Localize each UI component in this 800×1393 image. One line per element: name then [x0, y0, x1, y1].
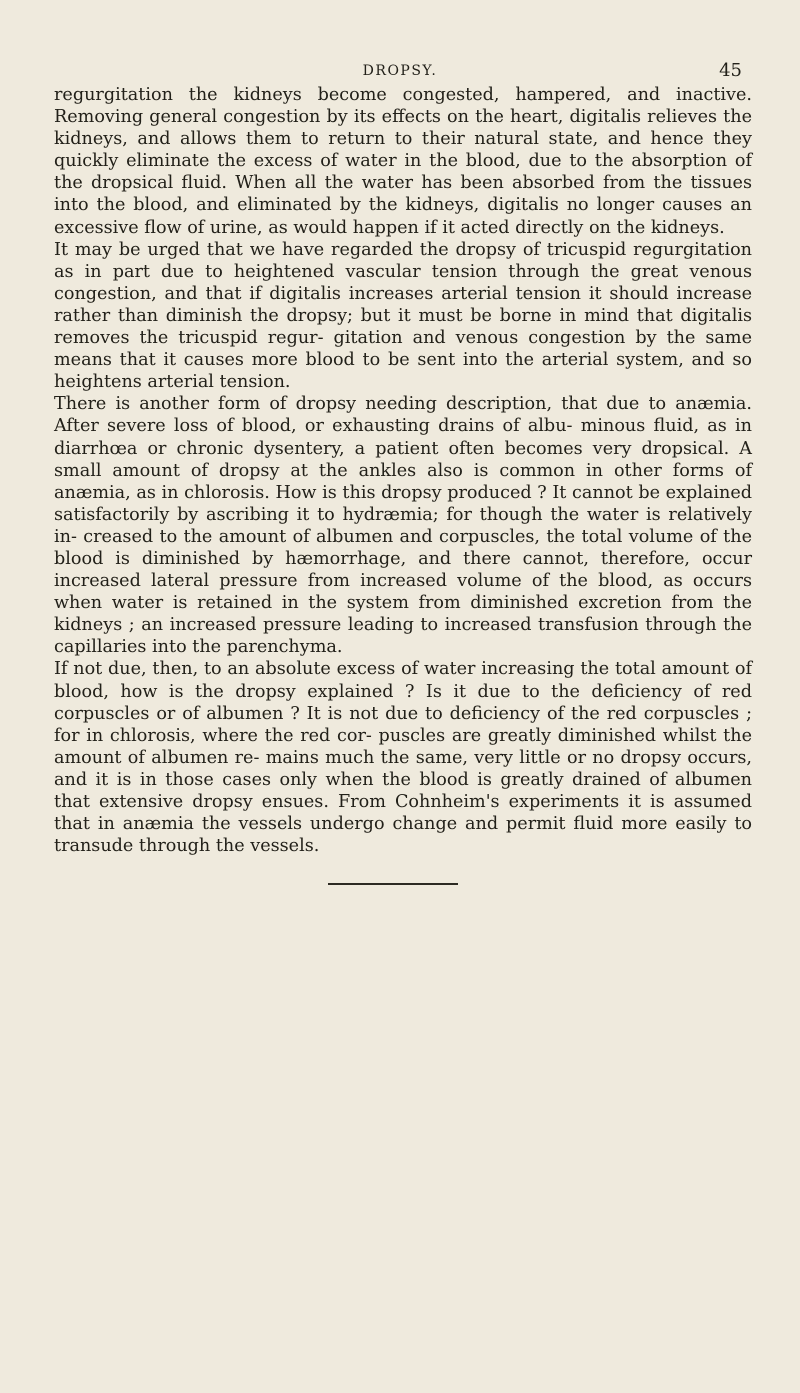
page-number: 45 [719, 60, 742, 81]
paragraph-1: regurgitation the kidneys become congested, hampered, and inactive. Removing general congestion by its effects on the heart, digitalis relieves the kidneys, and allows them to return to their natural state, and hence they quickly eliminate the excess of water in the blood, due to the absorption of the dropsical fluid. When all the water has been absorbed from the tissues into the blood, and eliminated by the kidneys, digitalis no longer causes an excessive flow of urine, as would happen if it acted directly on the kidneys. [54, 85, 752, 238]
section-end-rule [328, 883, 458, 885]
paragraph-4: If not due, then, to an absolute excess of water increasing the total amount of blood, how is the dropsy explained ? Is it due to the deficiency of red corpuscles or of albumen ? It is not due to deficiency of the red corpuscles ; for in chlorosis, where the red cor- puscles are greatly diminished whilst the amount of albumen re- mains much the same, very little or no dropsy occurs, and it is in those cases only when the blood is greatly drained of albumen that extensive dropsy ensues. From Cohnheim's experiments it is assumed that in anæmia the vessels undergo change and permit fluid more easily to transude through the vessels. [54, 659, 752, 857]
paragraph-3: There is another form of dropsy needing description, that due to anæmia. After severe loss of blood, or exhausting drains of albu- minous fluid, as in diarrhœa or chronic dysentery, a patient often becomes very dropsical. A small amount of dropsy at the ankles also is common in other forms of anæmia, as in chlorosis. How is this dropsy produced ? It cannot be explained satisfactorily by ascribing it to hydræmia; for though the water is relatively in- creased to the amount of albumen and corpuscles, the total volume of the blood is diminished by hæmorrhage, and there cannot, therefore, occur increased lateral pressure from increased volume of the blood, as occurs when water is retained in the system from diminished excretion from the kidneys ; an increased pressure leading to increased transfusion through the capillaries into the parenchyma. [54, 394, 752, 658]
running-title: DROPSY. [362, 63, 438, 79]
paragraph-2: It may be urged that we have regarded the dropsy of tricuspid regurgitation as in part due to heightened vascular tension through the great venous congestion, and that if digitalis increases arterial tension it should increase rather than diminish the dropsy; but it must be borne in mind that digitalis removes the tricuspid regur- gitation and venous congestion by the same means that it causes more blood to be sent into the arterial system, and so heightens arterial tension. [54, 239, 752, 393]
running-head [0, 60, 800, 84]
body-text [54, 84, 752, 857]
